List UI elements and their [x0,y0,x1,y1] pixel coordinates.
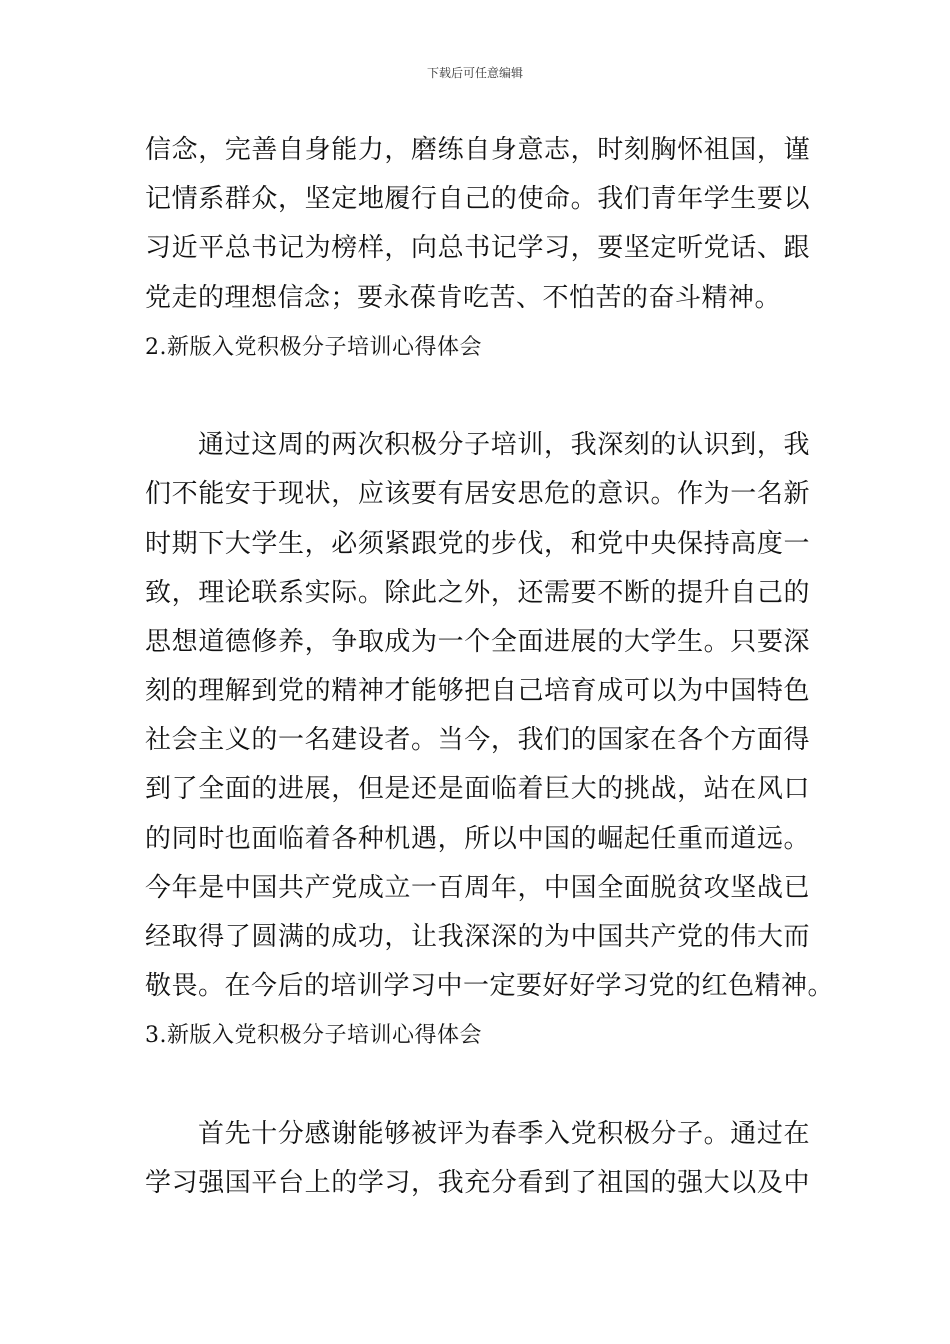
paragraph-line: 刻的理解到党的精神才能够把自己培育成可以为中国特色 [145,676,810,707]
paragraph [145,421,835,1011]
paragraph-line: 经取得了圆满的成功，让我深深的为中国共产党的伟大而 [145,922,810,952]
paragraph-line: 学习强国平台上的学习，我充分看到了祖国的强大以及中 [145,1167,810,1198]
paragraph-line: 们不能安于现状，应该要有居安思危的意识。作为一名新 [145,479,810,510]
paragraph-line: 的同时也面临着各种机遇，所以中国的崛起任重而道远。 [145,823,810,854]
paragraph [145,126,810,323]
paragraph-line: 敬畏。在今后的培训学习中一定要好好学习党的红色精神。 [145,971,835,1002]
paragraph-line: 致，理论联系实际。除此之外，还需要不断的提升自己的 [145,577,810,608]
paragraph-line: 记情系群众，坚定地履行自己的使命。我们青年学生要以 [145,184,810,215]
section-heading: 3.新版入党积极分子培训心得体会 [145,1023,482,1049]
document-body [145,126,835,1208]
paragraph-line: 党走的理想信念；要永葆肯吃苦、不怕苦的奋斗精神。 [145,282,782,313]
blank-line [145,372,810,421]
paragraph-line: 习近平总书记为榜样，向总书记学习，要坚定听党话、跟 [145,233,810,264]
paragraph-line: 信念，完善自身能力，磨练自身意志，时刻胸怀祖国，谨 [145,135,810,165]
paragraph-line: 时期下大学生，必须紧跟党的步伐，和党中央保持高度一 [145,528,810,559]
page-header: 下载后可任意编辑 [426,66,523,80]
paragraph-line: 通过这周的两次积极分子培训，我深刻的认识到，我 [198,430,810,461]
paragraph [145,1110,810,1208]
paragraph-line: 今年是中国共产党成立一百周年，中国全面脱贫攻坚战已 [145,872,810,903]
paragraph-line: 到了全面的进展，但是还是面临着巨大的挑战，站在风口 [145,774,810,805]
paragraph-line: 社会主义的一名建设者。当今，我们的国家在各个方面得 [145,725,810,756]
paragraph-line: 思想道德修养，争取成为一个全面进展的大学生。只要深 [145,626,810,657]
blank-line [145,1061,810,1110]
paragraph-line: 首先十分感谢能够被评为春季入党积极分子。通过在 [198,1118,810,1149]
section-heading: 2.新版入党积极分子培训心得体会 [145,334,482,360]
